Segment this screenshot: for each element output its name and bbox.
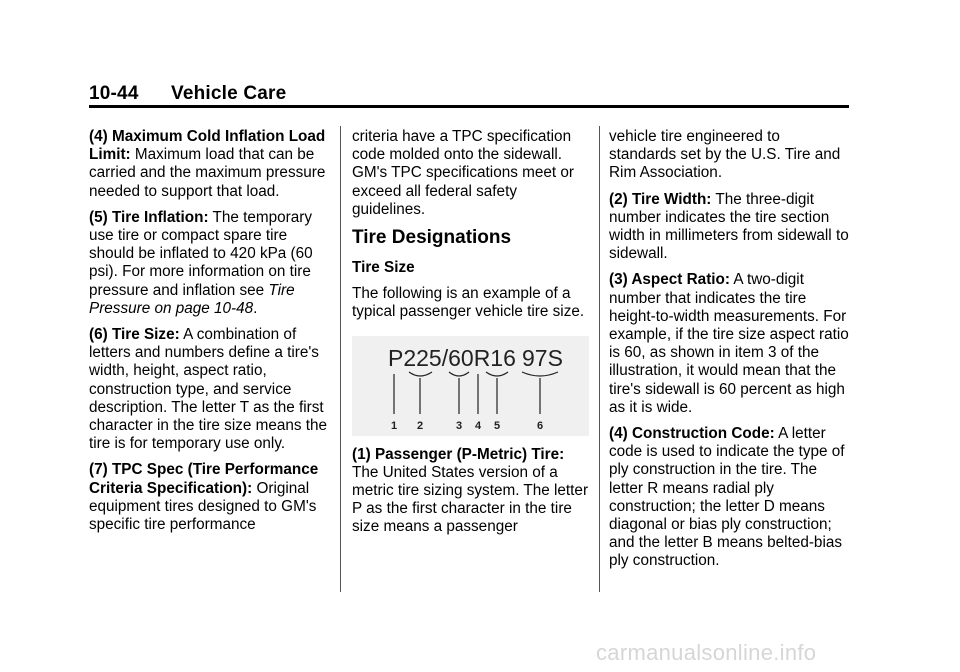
paragraph-passenger-continued: vehicle tire engineered to standards set by the U.S. Tire and Rim Association.	[609, 128, 841, 182]
paragraph-tire-width	[609, 191, 849, 264]
paragraph-tpc-spec	[89, 461, 329, 534]
definition: Maximum load that can be carried and the maximum pressure needed to support that load.	[89, 146, 326, 200]
callout-label-1: 1	[390, 419, 398, 432]
paragraph-passenger-tire	[352, 446, 592, 537]
term: (2) Tire Width:	[609, 190, 712, 208]
page-number: 10-44	[89, 83, 139, 104]
paragraph-max-cold-inflation	[89, 128, 329, 201]
paragraph-construction-code	[609, 425, 849, 571]
section-heading: Tire Designations	[352, 227, 512, 249]
term: (4) Maximum Cold Inflation Load Limit:	[89, 128, 326, 164]
term: (4) Construction Code:	[609, 425, 775, 443]
definition: A letter code is used to indicate the type of ply construction in the tire. The letter R means radial ply construction; the letter D means diagonal or bias ply construction; and the letter B means belted-bias ply construction.	[609, 425, 845, 570]
term: (7) TPC Spec (Tire Performance Criteria Specification):	[89, 461, 319, 497]
subheading: Tire Size	[352, 259, 415, 277]
callout-label-6: 6	[536, 419, 544, 432]
service-description-code: 97S	[522, 344, 563, 371]
definition: A two-digit number that indicates the tire height-to-width measurements. For example, if the tire size aspect ratio is 60, as shown in item 3 of the illustration, it would mean that the tire's sidewall is 60 percent as high as it is wide.	[609, 271, 849, 416]
term: (6) Tire Size:	[89, 326, 180, 344]
callout-label-2: 2	[416, 419, 424, 432]
term: (3) Aspect Ratio:	[609, 271, 730, 289]
definition: The three-digit number indicates the tire section width in millimeters from sidewall to sidewall.	[609, 190, 849, 263]
paragraph-example-intro: The following is an example of a typical passenger vehicle tire size.	[352, 285, 585, 321]
callout-label-5: 5	[493, 419, 501, 432]
paragraph-aspect-ratio	[609, 271, 849, 417]
column-1	[89, 128, 329, 542]
callout-label-3: 3	[455, 419, 463, 432]
definition: The temporary use tire or compact spare tire should be inflated to 420 kPa (60 psi). For more information on tire pressure and inflation see	[89, 208, 313, 299]
paragraph-tire-size	[89, 326, 329, 453]
tire-size-diagram	[352, 336, 589, 436]
definition: A combination of letters and numbers define a tire's width, height, aspect ratio, construction type, and service description. The letter T as the first character in the tire size means the tire is for temporary use only.	[89, 326, 328, 453]
tire-size-illustration	[352, 336, 589, 436]
paragraph-tire-inflation	[89, 209, 329, 318]
definition: Original equipment tires designed to GM's specific tire performance	[89, 479, 317, 534]
tire-size-code: P225/60R16	[388, 344, 516, 371]
section-title: Vehicle Care	[171, 83, 287, 104]
term: (5) Tire Inflation:	[89, 208, 209, 226]
term: (1) Passenger (P-Metric) Tire:	[352, 445, 565, 463]
column-2	[352, 128, 592, 545]
header-rule	[89, 105, 849, 108]
watermark-text: carmanualsonline.info	[596, 640, 817, 665]
paragraph-tpc-continued: criteria have a TPC specification code molded onto the sidewall. GM's TPC specifications meet or exceed all federal safety guidelines.	[352, 128, 574, 218]
cross-reference-link[interactable]: Tire Pressure on page 10-48	[89, 281, 295, 317]
column-divider	[599, 126, 600, 592]
definition: The United States version of a metric tire sizing system. The letter P as the first character in the tire size means a passenger	[352, 463, 589, 536]
punctuation: .	[253, 299, 258, 317]
callout-label-4: 4	[474, 419, 482, 432]
column-divider	[340, 126, 341, 592]
column-3	[609, 128, 849, 579]
page-header	[89, 78, 849, 108]
